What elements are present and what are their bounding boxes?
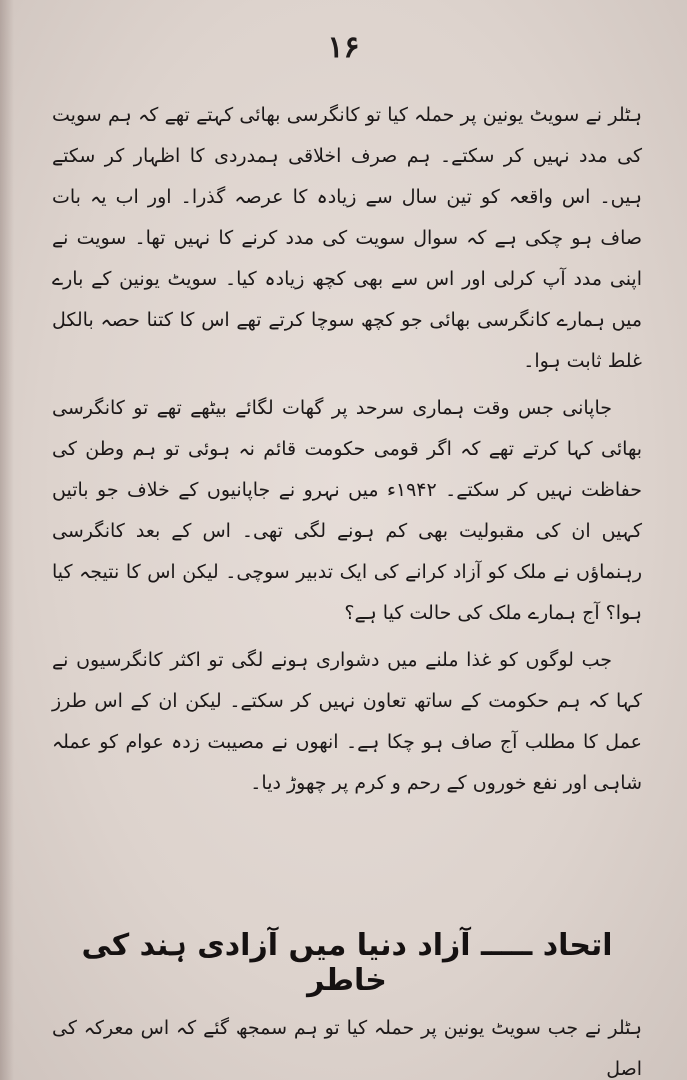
- page-number: ۱۶: [327, 30, 360, 65]
- paragraph-3: جب لوگوں کو غذا ملنے میں دشواری ہونے لگی تو اکثر کانگرسیوں نے کہا کہ ہم حکومت کے ساتھ تعاون نہیں کر سکتے۔ لیکن ان کے اس طرز عمل کا مطلب آج صاف ہو چکا ہے۔ انھوں نے مصیبت زدہ عوام کو عملہ شاہی اور نفع خوروں کے رحم و کرم پر چھوڑ دیا۔: [52, 649, 642, 794]
- paragraph-2: جاپانی جس وقت ہماری سرحد پر گھات لگائے بیٹھے تھے تو کانگرسی بھائی کہا کرتے تھے کہ اگر قومی حکومت قائم نہ ہوئی تو ہم وطن کی حفاظت نہیں کر سکتے۔ ۱۹۴۲ء میں نہرو نے جاپانیوں کے خلاف جو باتیں کہیں ان کی مقبولیت بھی کم ہونے لگی تھی۔ اس کے بعد کانگرسی رہنماؤں نے ملک کو آزاد کرانے کی ایک تدبیر سوچی۔ لیکن اس کا نتیجہ کیا ہوا؟ آج ہمارے ملک کی حالت کیا ہے؟: [52, 397, 642, 624]
- section-heading: اتحاد ـــــ آزاد دنیا میں آزادی ہند کی خاطر: [81, 928, 613, 998]
- closing-line: ہٹلر نے جب سویٹ یونین پر حملہ کیا تو ہم سمجھ گئے کہ اس معرکہ کی اصل: [52, 1017, 642, 1080]
- body-text: [52, 95, 642, 810]
- paragraph-1: ہٹلر نے سویٹ یونین پر حملہ کیا تو کانگرسی بھائی کہتے تھے کہ ہم سویت کی مدد نہیں کر سکتے۔ ہم صرف اخلاقی ہمدردی کا اظہار کر سکتے ہیں۔ اس واقعہ کو تین سال سے زیادہ کا عرصہ گذرا۔ اور اب یہ بات صاف ہو چکی ہے کہ سوال سویت کی مدد کرنے کا نہیں تھا۔ سویت نے اپنی مدد آپ کرلی اور اس سے بھی کچھ زیادہ کیا۔ سویٹ یونین کے بارے میں ہمارے کانگرسی بھائی جو کچھ سوچا کرتے تھے اس کا کتنا حصہ بالکل غلط ثابت ہوا۔: [52, 104, 642, 372]
